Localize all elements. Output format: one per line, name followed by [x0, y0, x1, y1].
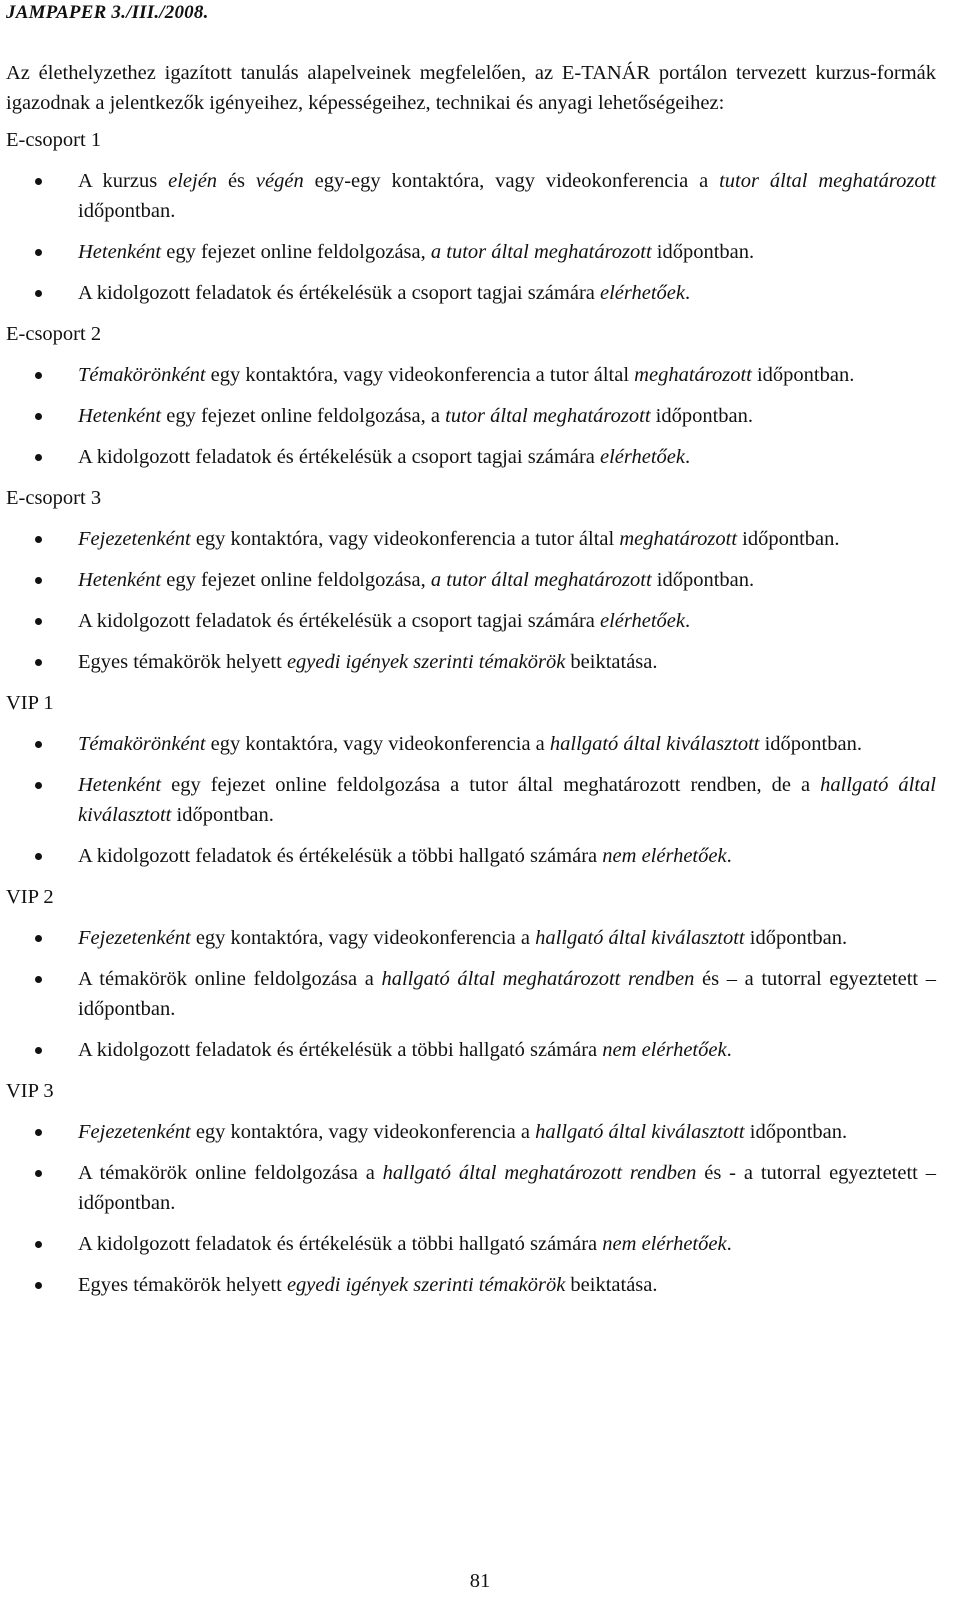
item-text: A témakörök online feldolgozása a	[78, 968, 382, 990]
item-text: időpontban.	[744, 1121, 848, 1143]
item-text: egy kontaktóra, vagy videokonferencia a	[205, 733, 550, 755]
group-title: E-csoport 3	[6, 487, 102, 509]
item-text: A kidolgozott feladatok és értékelésük a csoport tagjai számára	[78, 610, 600, 632]
item-text: .	[726, 1039, 732, 1061]
item-text: és – a tutorral egyeztetett – időpontban.	[78, 968, 936, 1020]
list-item	[6, 237, 936, 267]
emphasized-text: egyedi igények szerinti témakörök	[286, 1274, 566, 1296]
bullet-list	[6, 166, 936, 308]
emphasized-text: tutor által meghatározott	[719, 170, 937, 192]
emphasized-text: elérhetőek	[600, 446, 685, 468]
emphasized-text: Hetenként	[78, 405, 162, 427]
list-item	[6, 964, 936, 1024]
item-text: A kurzus	[78, 170, 169, 192]
page-number: 81	[469, 1570, 491, 1592]
item-text: Egyes témakörök helyett	[78, 651, 287, 673]
emphasized-text: meghatározott	[619, 528, 738, 550]
list-item	[6, 278, 936, 308]
item-text: .	[685, 610, 691, 632]
group-title: VIP 2	[6, 886, 54, 908]
list-item	[6, 1229, 936, 1259]
emphasized-text: hallgató által kiválasztott	[549, 733, 760, 755]
item-text: egy fejezet online feldolgozása,	[161, 241, 431, 263]
item-text: egy kontaktóra, vagy videokonferencia a tutor által	[190, 528, 620, 550]
list-item	[6, 565, 936, 595]
group-title: E-csoport 1	[6, 129, 102, 151]
list-item	[6, 1117, 936, 1147]
emphasized-text: hallgató által kiválasztott	[535, 927, 745, 949]
emphasized-text: hallgató által kiválasztott	[78, 774, 936, 826]
list-item	[6, 1035, 936, 1065]
item-text: egy kontaktóra, vagy videokonferencia a tutor által	[205, 364, 635, 386]
item-text: A kidolgozott feladatok és értékelésük a csoport tagjai számára	[78, 446, 600, 468]
item-text: A témakörök online feldolgozása a	[78, 1162, 383, 1184]
course-groups	[6, 125, 936, 1300]
item-text: időpontban.	[759, 733, 862, 755]
item-text: időpontban.	[78, 200, 176, 222]
bullet-list	[6, 360, 936, 472]
item-text: időpontban.	[171, 804, 274, 826]
item-text: .	[726, 845, 732, 867]
list-item	[6, 923, 936, 953]
running-header: JAMPAPER 3./III./2008.	[6, 2, 209, 23]
item-text: egy fejezet online feldolgozása a tutor által meghatározott rendben, de a	[161, 774, 821, 796]
emphasized-text: tutor által meghatározott	[445, 405, 651, 427]
item-text: .	[685, 282, 691, 304]
course-group	[6, 688, 936, 871]
item-text: egy kontaktóra, vagy videokonferencia a	[190, 927, 536, 949]
emphasized-text: meghatározott	[634, 364, 752, 386]
emphasized-text: elején	[168, 170, 218, 192]
item-text: .	[685, 446, 691, 468]
item-text: időpontban.	[651, 569, 755, 591]
bullet-list	[6, 729, 936, 871]
item-text: időpontban.	[650, 405, 754, 427]
list-item	[6, 1158, 936, 1218]
item-text: egy kontaktóra, vagy videokonferencia a	[190, 1121, 536, 1143]
list-item	[6, 841, 936, 871]
item-text: időpontban.	[651, 241, 755, 263]
item-text: beiktatása.	[565, 1274, 658, 1296]
item-text: A kidolgozott feladatok és értékelésük a csoport tagjai számára	[78, 282, 600, 304]
emphasized-text: egyedi igények szerinti témakörök	[286, 651, 566, 673]
course-group	[6, 882, 936, 1065]
item-text: A kidolgozott feladatok és értékelésük a többi hallgató számára	[78, 1039, 603, 1061]
item-text: és - a tutorral egyeztetett – időpontban.	[78, 1162, 936, 1214]
emphasized-text: nem elérhetőek	[602, 1039, 727, 1061]
list-item	[6, 442, 936, 472]
item-text: egy fejezet online feldolgozása, a	[161, 405, 446, 427]
item-text: .	[726, 1233, 732, 1255]
item-text: A kidolgozott feladatok és értékelésük a többi hallgató számára	[78, 1233, 603, 1255]
emphasized-text: Hetenként	[78, 774, 162, 796]
intro-paragraph: Az élethelyzethez igazított tanulás alapelveinek megfelelően, az E-TANÁR portálon tervezett kurzus-formák igazodnak a jelentkezők igényeihez, képességeihez, technikai és anyagi lehetőségeihez:	[6, 62, 936, 114]
emphasized-text: nem elérhetőek	[602, 845, 727, 867]
group-title: E-csoport 2	[6, 323, 102, 345]
list-item	[6, 166, 936, 226]
bullet-list	[6, 524, 936, 677]
item-text: és	[217, 170, 256, 192]
item-text: időpontban.	[737, 528, 840, 550]
item-text: Egyes témakörök helyett	[78, 1274, 287, 1296]
emphasized-text: végén	[255, 170, 304, 192]
bullet-list	[6, 1117, 936, 1300]
emphasized-text: hallgató által meghatározott rendben	[381, 968, 695, 990]
document-body	[6, 58, 936, 1311]
emphasized-text: Hetenként	[78, 569, 162, 591]
item-text: időpontban.	[744, 927, 848, 949]
course-group	[6, 483, 936, 677]
emphasized-text: a tutor által meghatározott	[430, 569, 652, 591]
list-item	[6, 524, 936, 554]
emphasized-text: hallgató által meghatározott rendben	[382, 1162, 697, 1184]
emphasized-text: a tutor által meghatározott	[430, 241, 652, 263]
item-text: egy fejezet online feldolgozása,	[161, 569, 431, 591]
group-title: VIP 1	[6, 692, 54, 714]
emphasized-text: Fejezetenként	[78, 927, 191, 949]
list-item	[6, 647, 936, 677]
list-item	[6, 606, 936, 636]
course-group	[6, 125, 936, 308]
list-item	[6, 770, 936, 830]
emphasized-text: nem elérhetőek	[602, 1233, 727, 1255]
emphasized-text: hallgató által kiválasztott	[535, 1121, 745, 1143]
course-group	[6, 1076, 936, 1300]
bullet-list	[6, 923, 936, 1065]
emphasized-text: elérhetőek	[600, 610, 685, 632]
item-text: beiktatása.	[565, 651, 658, 673]
group-title: VIP 3	[6, 1080, 54, 1102]
emphasized-text: Fejezetenként	[78, 528, 191, 550]
course-group	[6, 319, 936, 472]
emphasized-text: elérhetőek	[600, 282, 685, 304]
item-text: A kidolgozott feladatok és értékelésük a többi hallgató számára	[78, 845, 603, 867]
list-item	[6, 360, 936, 390]
list-item	[6, 729, 936, 759]
list-item	[6, 1270, 936, 1300]
emphasized-text: Hetenként	[78, 241, 162, 263]
list-item	[6, 401, 936, 431]
emphasized-text: Fejezetenként	[78, 1121, 191, 1143]
emphasized-text: Témakörönként	[78, 364, 206, 386]
item-text: egy-egy kontaktóra, vagy videokonferencia a	[303, 170, 720, 192]
item-text: időpontban.	[751, 364, 855, 386]
emphasized-text: Témakörönként	[78, 733, 206, 755]
